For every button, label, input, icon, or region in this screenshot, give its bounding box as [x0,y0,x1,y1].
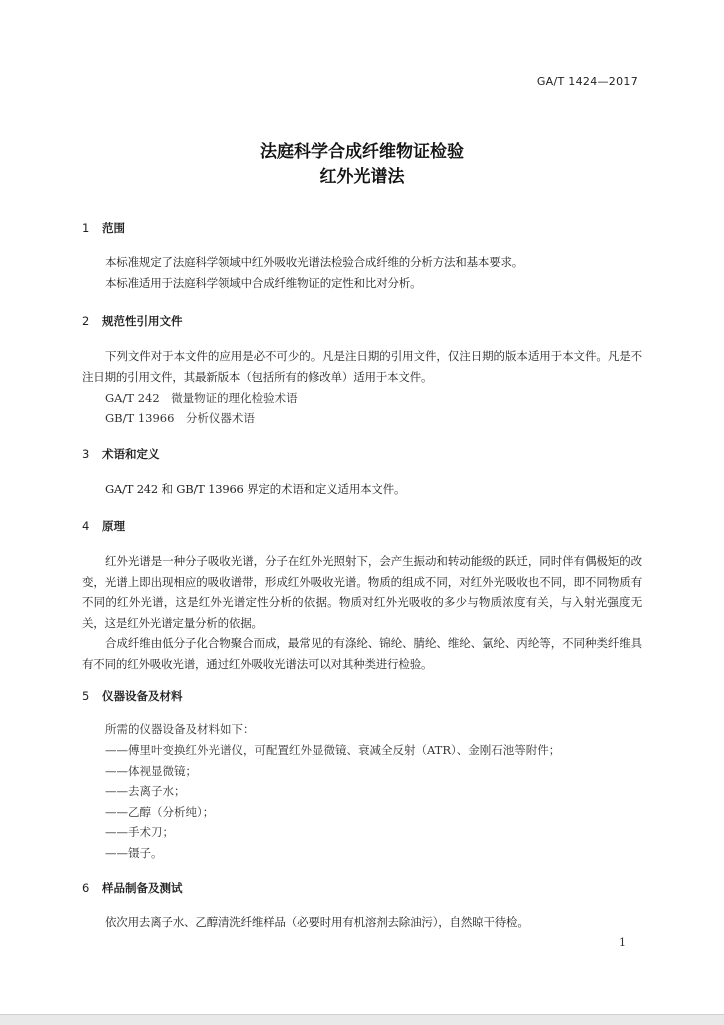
scope-paragraph-2: 本标准适用于法庭科学领域中合成纤维物证的定性和比对分析。 [105,276,422,290]
reference-item: GB/T 13966 分析仪器术语 [105,411,255,425]
equipment-item: ——手术刀； [105,825,174,839]
principle-paragraph-2: 合成纤维由低分子化合物聚合而成，最常见的有涤纶、锦纶、腈纶、维纶、氯纶、丙纶等，不同种类纤维具有不同的红外吸收光谱，通过红外吸收光谱法可以对其种类进行检验。 [82,636,642,671]
section-title: 规范性引用文件 [102,314,183,328]
section-number: 6 [82,881,90,895]
section-heading-3 [82,446,160,462]
equipment-intro: 所需的仪器设备及材料如下： [105,722,255,736]
section-heading-1 [82,220,125,236]
equipment-item: ——乙醇（分析纯）； [105,805,215,819]
terms-paragraph: GA/T 242 和 GB/T 13966 界定的术语和定义适用本文件。 [105,482,406,496]
section-number: 3 [82,447,90,461]
section-heading-5 [82,688,183,704]
section-title: 范围 [102,221,125,235]
normative-references-paragraph: 下列文件对于本文件的应用是必不可少的。凡是注日期的引用文件，仅注日期的版本适用于本文件。凡是不注日期的引用文件，其最新版本（包括所有的修改单）适用于本文件。 [82,349,642,384]
section-number: 1 [82,221,90,235]
standard-code: GA/T 1424—2017 [536,75,638,88]
page-number: 1 [619,936,626,949]
sample-prep-paragraph: 依次用去离子水、乙醇清洗纤维样品（必要时用有机溶剂去除油污），自然晾干待检。 [105,915,529,929]
section-number: 5 [82,689,90,703]
document-title: 法庭科学合成纤维物证检验 [260,142,464,162]
section-title: 样品制备及测试 [102,881,183,895]
equipment-item: ——傅里叶变换红外光谱仪，可配置红外显微镜、衰减全反射（ATR）、金刚石池等附件； [105,743,561,757]
section-number: 2 [82,314,90,328]
viewer-bottom-bar [0,1014,724,1025]
section-number: 4 [82,519,90,533]
reference-item: GA/T 242 微量物证的理化检验术语 [105,391,298,405]
principle-paragraph-1: 红外光谱是一种分子吸收光谱，分子在红外光照射下，会产生振动和转动能级的跃迁，同时伴有偶极矩的改变，光谱上即出现相应的吸收谱带，形成红外吸收光谱。物质的组成不同，对红外光吸收也不同，即不同物质有不同的红外光谱，这是红外光谱定性分析的依据。物质对红外光吸收的多少与物质浓度有关，与入射光强度无关，这是红外光谱定量分析的依据。 [82,554,642,630]
scope-paragraph-1: 本标准规定了法庭科学领域中红外吸收光谱法检验合成纤维的分析方法和基本要求。 [105,255,524,269]
section-title: 原理 [102,519,125,533]
section-heading-2 [82,313,183,329]
section-title: 术语和定义 [102,447,160,461]
section-heading-4 [82,518,125,534]
equipment-item: ——体视显微镜； [105,764,197,778]
equipment-item: ——镊子。 [105,846,163,860]
section-title: 仪器设备及材料 [102,689,183,703]
document-subtitle: 红外光谱法 [319,167,405,187]
section-heading-6 [82,880,183,896]
equipment-item: ——去离子水； [105,784,186,798]
